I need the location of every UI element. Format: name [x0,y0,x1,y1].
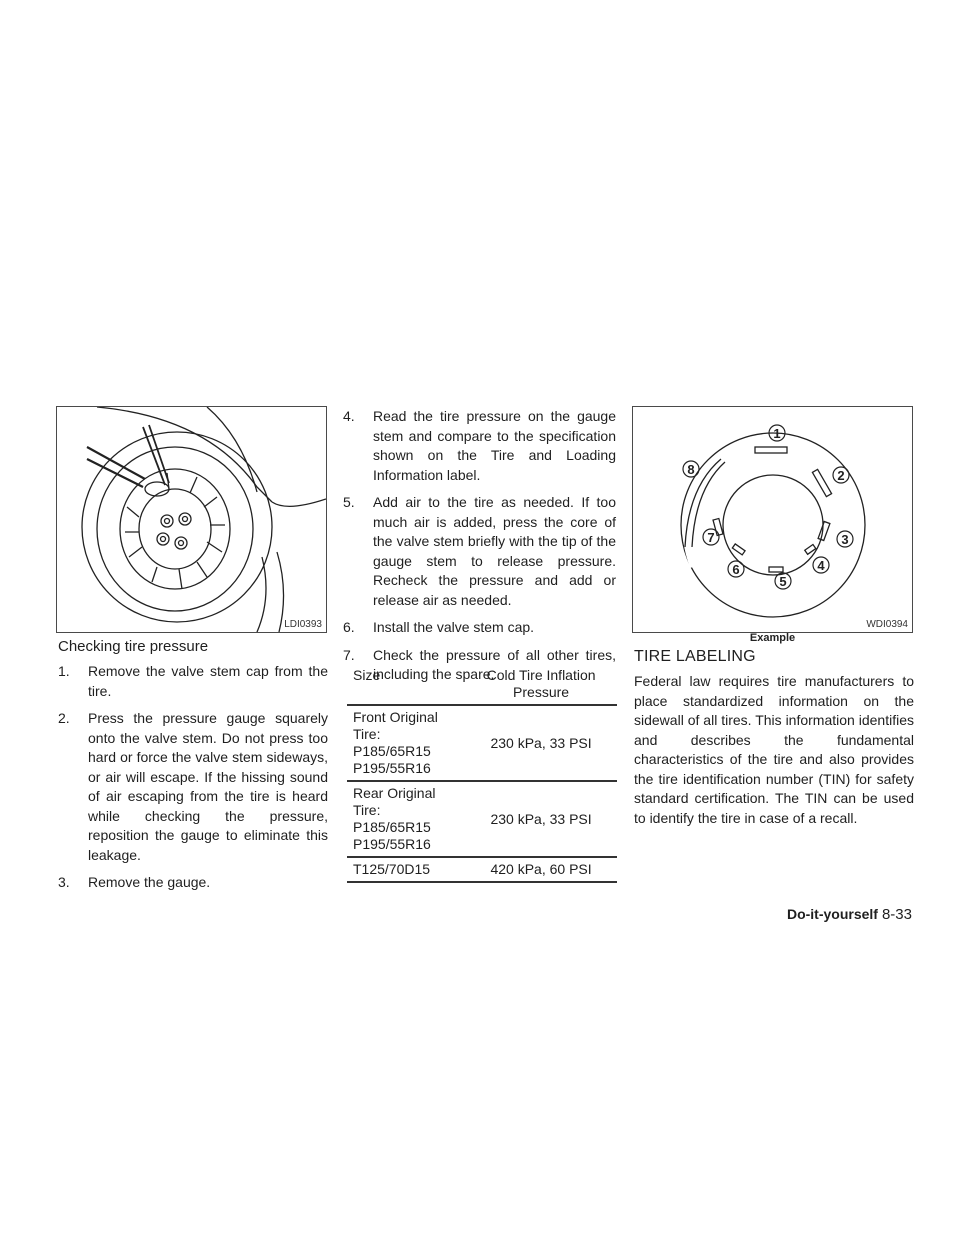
footer-section: Do-it-yourself [786,906,878,922]
steps-list-middle [343,407,616,693]
tire-pressure-table [347,664,617,883]
tire-sidewall-drawing [633,407,912,632]
table-row [347,705,617,781]
cell-pressure: 230 kPa, 33 PSI [465,781,617,857]
step-item: 1. Remove the valve stem cap from the tire. [58,663,328,699]
figure-code: WDI0394 [866,619,908,630]
tire-wheel-drawing [57,407,326,632]
callout-4: 4 [817,558,825,573]
header-size: Size [347,664,465,705]
tire-labeling-diagram [632,406,913,633]
tire-gauge-illustration [56,406,327,633]
page-footer [787,906,912,923]
step-item: 5. Add air to the tire as needed. If too much air is added, press the core of the valve stem briefly with the tip of the gauge stem to release pressure. Recheck the pressure and add or release air as needed. [343,494,616,608]
body-paragraph: Federal law requires tire manufacturers to place standardized information on the sidewall of all tires. This information identifies and describes the fundamental characteristics of the tire and also provides the tire identification number (TIN) for safety standard certification. The TIN can be used to identify the tire in case of a recall. [634,673,914,826]
page-number: 8-33 [881,906,912,923]
callout-8: 8 [687,462,695,477]
callout-1: 1 [773,426,781,441]
step-item: 2. Press the pressure gauge squarely onto the valve stem. Do not press too hard or force the valve stem sideways, or air will escape. If the hissing sound of air escaping from the tire is heard while checking the pressure, reposition the gauge to eliminate this leakage. [58,710,328,863]
figure-code: LDI0393 [284,619,322,630]
cell-pressure: 420 kPa, 60 PSI [465,857,617,882]
callout-2: 2 [837,468,845,483]
table-header-row [347,664,617,705]
callout-7: 7 [707,530,715,545]
section-heading: TIRE LABELING [634,648,756,665]
callout-3: 3 [841,532,849,547]
cell-pressure: 230 kPa, 33 PSI [465,705,617,781]
step-item: 7. Check the pressure of all other tires, including the spare. [343,646,616,682]
cell-size: T125/70D15 [347,857,465,882]
cell-size: Front Original Tire: P185/65R15 P195/55R16 [347,705,465,781]
section-title: Checking tire pressure [58,638,209,655]
steps-list-left [58,662,328,901]
callout-6: 6 [732,562,740,577]
table-row [347,781,617,857]
figure-caption: Example [749,632,796,644]
callout-5: 5 [779,574,787,589]
table-row [347,857,617,882]
step-item: 3. Remove the gauge. [58,874,211,890]
cell-size: Rear Original Tire: P185/65R15 P195/55R16 [347,781,465,857]
step-item: 6. Install the valve stem cap. [343,619,535,635]
step-item: 4. Read the tire pressure on the gauge stem and compare to the specification shown on the Tire and Loading Information label. [343,408,616,483]
header-pressure: Cold Tire Inflation Pressure [465,664,617,705]
